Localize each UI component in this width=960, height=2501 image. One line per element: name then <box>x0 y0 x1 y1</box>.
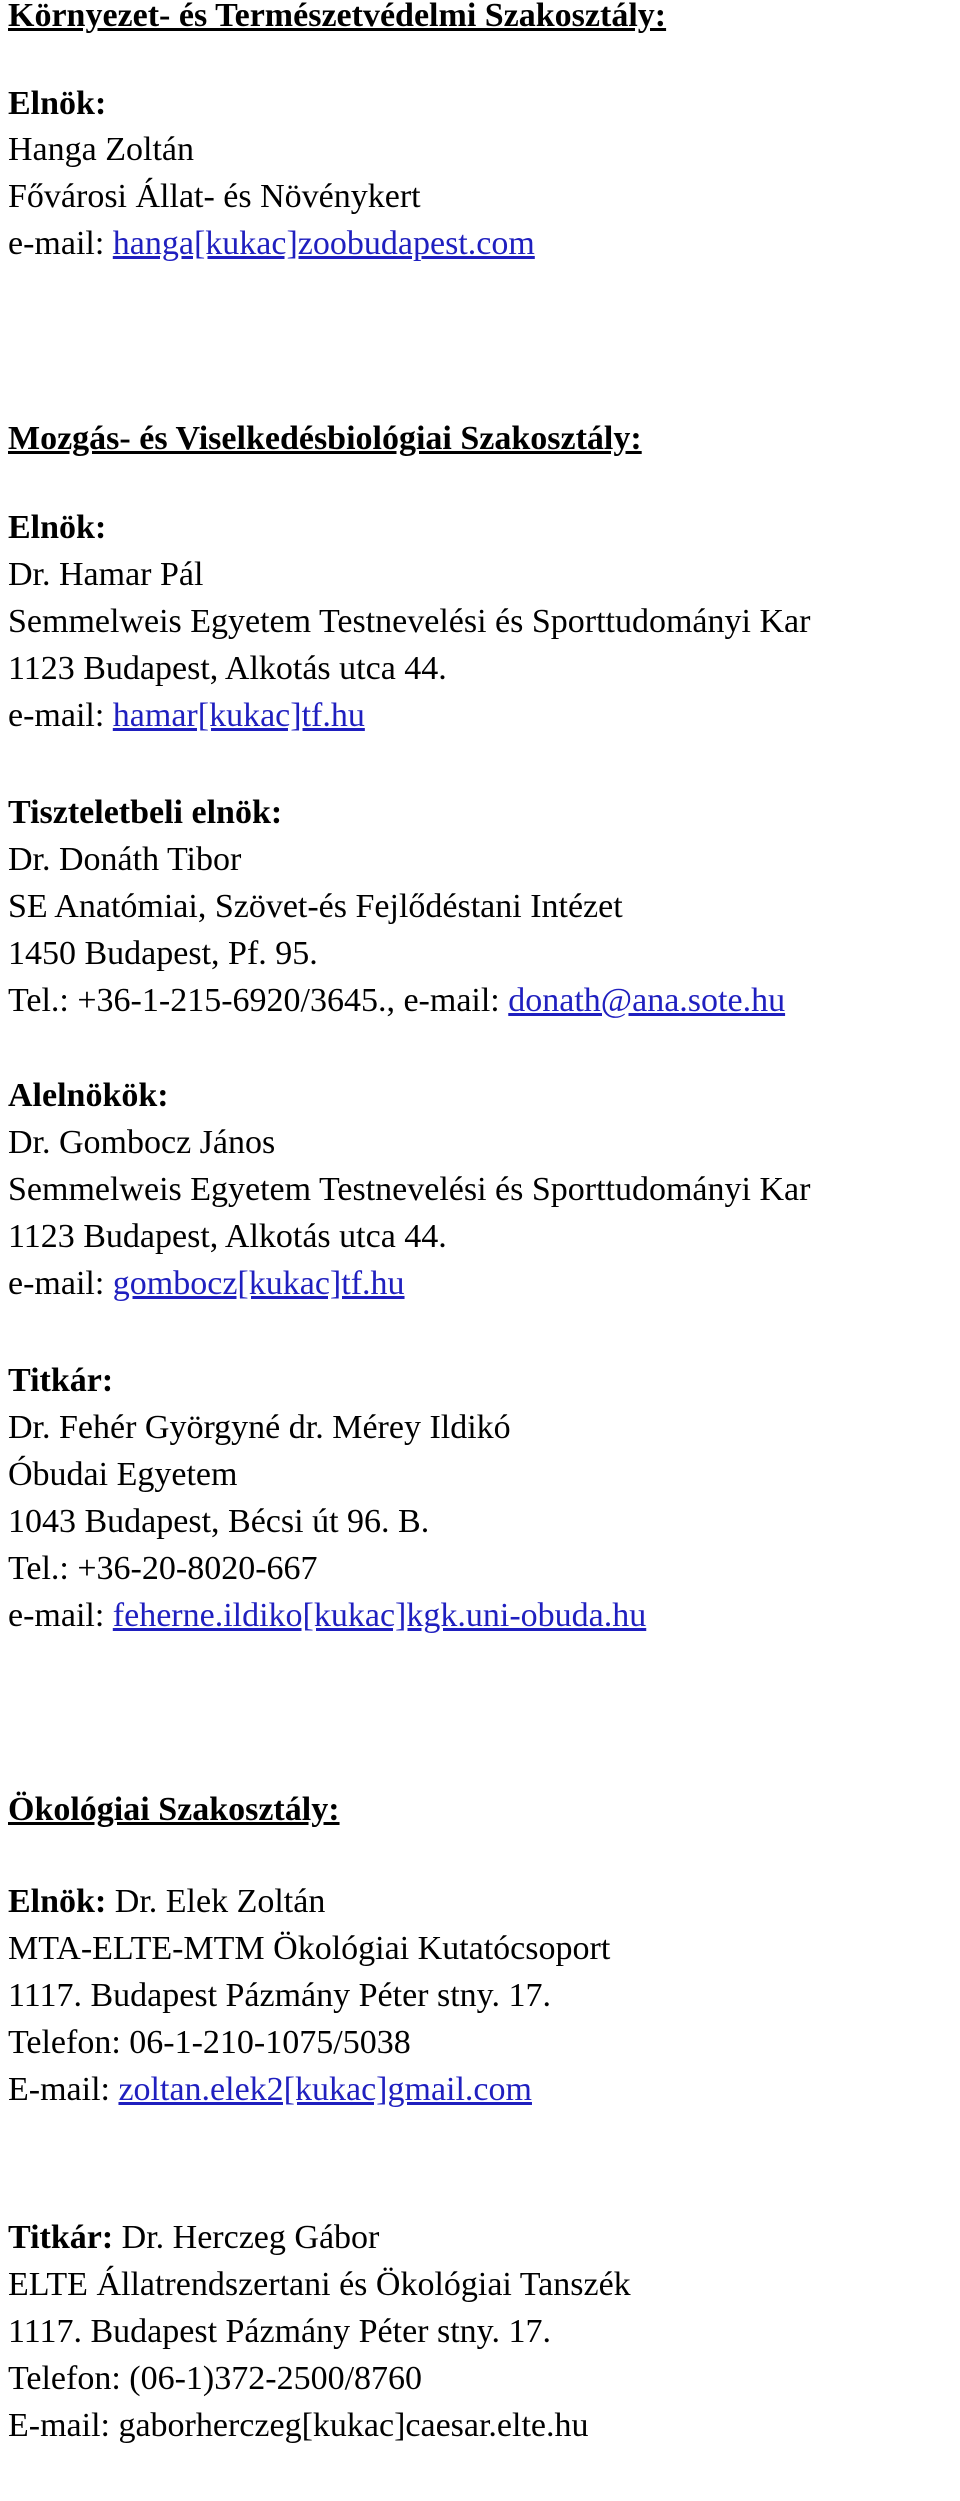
chair-email-link[interactable]: zoltan.elek2[kukac]gmail.com <box>118 2071 532 2108</box>
chair-label: Elnök: <box>8 509 107 546</box>
secretary-tel: Tel.: +36-20-8020-667 <box>8 1550 318 1587</box>
chair-phone: Telefon: 06-1-210-1075/5038 <box>8 2024 411 2061</box>
email-prefix: E-mail: <box>8 2071 119 2108</box>
chair-email-link[interactable]: hamar[kukac]tf.hu <box>112 697 365 734</box>
vice-chairs-label: Alelnökök: <box>8 1077 169 1114</box>
vice-chair-email-line <box>8 1264 405 1304</box>
section-title-okologiai: Ökológiai Szakosztály: <box>8 1791 340 1828</box>
honorary-email-link[interactable]: donath@ana.sote.hu <box>508 982 786 1019</box>
vice-chair-email-link[interactable]: gombocz[kukac]tf.hu <box>112 1265 405 1302</box>
chair-email-line <box>8 224 535 264</box>
vice-chair-org: Semmelweis Egyetem Testnevelési és Sporttudományi Kar <box>8 1171 811 1208</box>
chair-email-link[interactable]: hanga[kukac]zoobudapest.com <box>112 225 535 262</box>
chair-name: Dr. Hamar Pál <box>8 556 204 593</box>
chair-email-line <box>8 696 365 736</box>
chair-org: Semmelweis Egyetem Testnevelési és Sporttudományi Kar <box>8 603 811 640</box>
honorary-chair-name: Dr. Donáth Tibor <box>8 841 242 878</box>
secretary-org: ELTE Állatrendszertani és Ökológiai Tanszék <box>8 2266 631 2303</box>
tel-text: Tel.: +36-1-215-6920/3645., e-mail: <box>8 982 509 1019</box>
chair-line <box>8 1882 325 1922</box>
chair-name: Dr. Elek Zoltán <box>106 1883 326 1920</box>
chair-address: 1117. Budapest Pázmány Péter stny. 17. <box>8 1977 551 2014</box>
chair-org: Fővárosi Állat- és Növénykert <box>8 178 421 215</box>
vice-chair-name: Dr. Gombocz János <box>8 1124 276 1161</box>
secretary-email-line <box>8 1596 646 1636</box>
secretary-address: 1043 Budapest, Bécsi út 96. B. <box>8 1503 430 1540</box>
honorary-chair-address: 1450 Budapest, Pf. 95. <box>8 935 318 972</box>
secretary-name: Dr. Herczeg Gábor <box>113 2219 380 2256</box>
email-prefix: e-mail: <box>8 225 113 262</box>
secretary-name: Dr. Fehér Györgyné dr. Mérey Ildikó <box>8 1409 511 1446</box>
email-prefix: e-mail: <box>8 1597 113 1634</box>
secretary-label: Titkár: <box>8 2219 114 2256</box>
honorary-chair-label: Tiszteletbeli elnök: <box>8 794 283 831</box>
secretary-email-line: E-mail: gaborherczeg[kukac]caesar.elte.hu <box>8 2407 589 2444</box>
honorary-chair-org: SE Anatómiai, Szövet-és Fejlődéstani Intézet <box>8 888 623 925</box>
secretary-address: 1117. Budapest Pázmány Péter stny. 17. <box>8 2313 551 2350</box>
chair-label: Elnök: <box>8 85 107 122</box>
chair-name: Hanga Zoltán <box>8 131 194 168</box>
email-prefix: e-mail: <box>8 1265 113 1302</box>
chair-email-line <box>8 2070 532 2110</box>
email-prefix: e-mail: <box>8 697 113 734</box>
chair-address: 1123 Budapest, Alkotás utca 44. <box>8 650 447 687</box>
vice-chair-address: 1123 Budapest, Alkotás utca 44. <box>8 1218 447 1255</box>
secretary-org: Óbudai Egyetem <box>8 1456 238 1493</box>
secretary-label: Titkár: <box>8 1362 114 1399</box>
section-title-mozgas: Mozgás- és Viselkedésbiológiai Szakosztály: <box>8 420 642 457</box>
section-title-kornyezet: Környezet- és Természetvédelmi Szakosztály: <box>8 0 667 34</box>
secretary-line <box>8 2218 379 2258</box>
chair-label: Elnök: <box>8 1883 107 1920</box>
secretary-phone: Telefon: (06-1)372-2500/8760 <box>8 2360 423 2397</box>
secretary-email-link[interactable]: feherne.ildiko[kukac]kgk.uni-obuda.hu <box>112 1597 647 1634</box>
chair-org: MTA-ELTE-MTM Ökológiai Kutatócsoport <box>8 1930 611 1967</box>
honorary-chair-contact-line <box>8 981 785 1021</box>
